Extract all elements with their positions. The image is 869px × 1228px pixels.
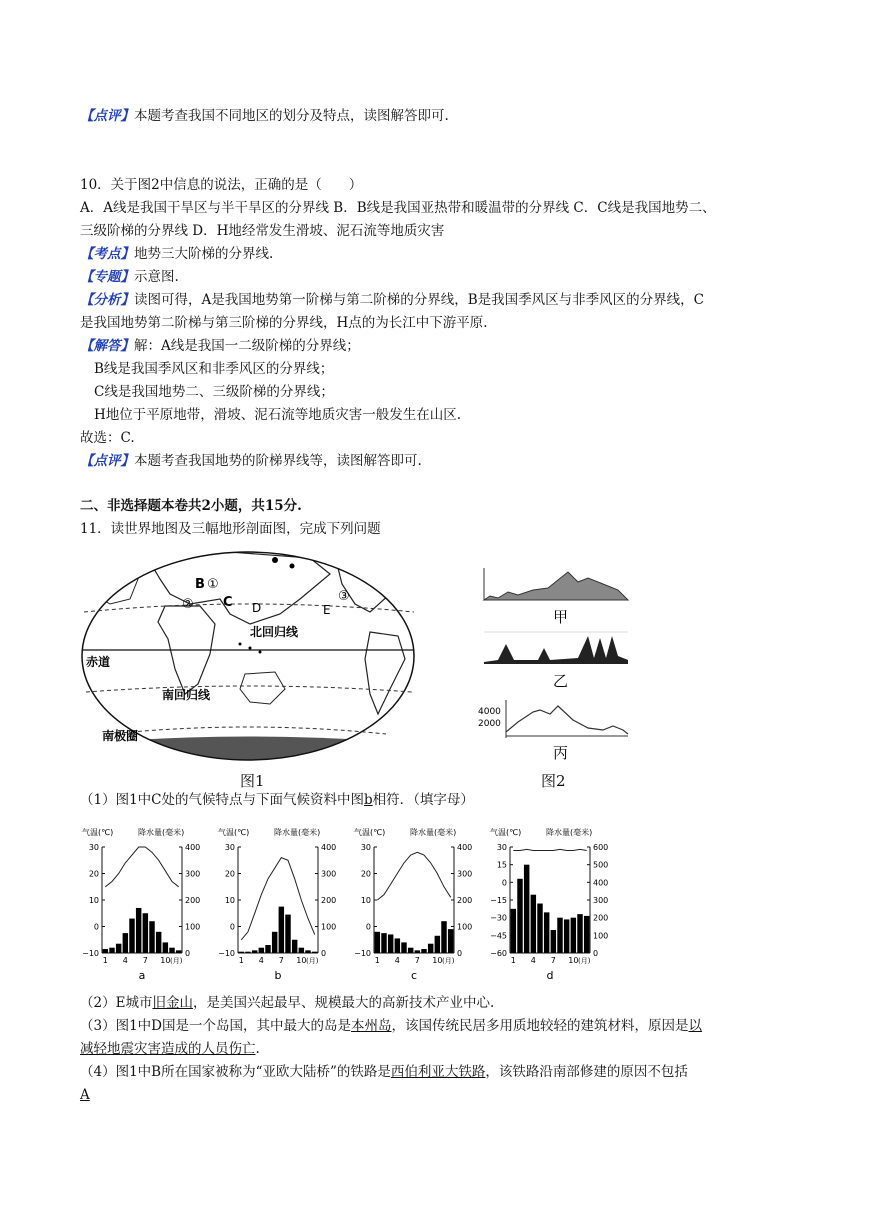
month-tick-label: 4 (258, 956, 264, 965)
q11-part4-answer-2: A (80, 1087, 90, 1103)
rain-tick-label: 500 (593, 860, 609, 870)
chart-letter: b (274, 969, 282, 982)
month-unit-label: (月) (578, 957, 591, 965)
svg-text:丙: 丙 (553, 744, 569, 762)
temp-tick-label: 20 (360, 869, 371, 879)
month-tick-label: 1 (238, 956, 244, 965)
rain-tick-label: 400 (457, 843, 473, 852)
temp-tick-label: 10 (224, 896, 235, 905)
temp-tick-label: −10 (82, 949, 99, 958)
month-tick-label: 1 (374, 956, 380, 965)
q11-part3-answer-2b: 减轻地震灾害造成的人员伤亡 (80, 1041, 256, 1057)
temp-axis-label: 气温(℃) (354, 828, 386, 837)
rain-tick-label: 200 (185, 896, 201, 905)
rain-axis-label: 降水量(毫米) (410, 828, 457, 837)
rain-bar (511, 909, 516, 953)
rain-tick-label: 200 (457, 896, 473, 905)
profile-yi (484, 636, 628, 664)
q10-jieda-3: C线是我国地势二、三级阶梯的分界线； (94, 384, 334, 400)
rain-bar (448, 929, 453, 953)
rain-bar (544, 912, 549, 953)
rain-bar (156, 932, 161, 953)
figure-1-caption: 图1 (240, 772, 265, 790)
q11-part1-answer: b (364, 792, 373, 808)
rain-bar (312, 952, 317, 953)
figure-2-caption: 图2 (541, 772, 566, 790)
q10-kaodian: 【考点】地势三大阶梯的分界线. (80, 246, 274, 262)
month-unit-label: (月) (170, 957, 183, 965)
month-unit-label: (月) (442, 957, 455, 965)
rain-bar (435, 936, 440, 953)
rain-bar (577, 914, 582, 953)
month-tick-label: 10 (160, 956, 171, 965)
q11-part4-2 (80, 1085, 90, 1105)
profile-jia (484, 572, 628, 600)
chart-letter: a (138, 969, 146, 982)
rain-bar (265, 945, 270, 953)
temp-tick-label: 20 (88, 869, 99, 879)
rain-bar (517, 879, 522, 953)
profile-bing (506, 706, 628, 734)
rain-bar (259, 948, 264, 953)
svg-text:南回归线: 南回归线 (162, 688, 211, 702)
rain-axis-label: 降水量(毫米) (138, 828, 185, 837)
rain-bar (245, 952, 250, 953)
rain-bar (428, 944, 433, 953)
q10-options-2: 三级阶梯的分界线 D．H地经常发生滑坡、泥石流等地质灾害 (80, 223, 445, 239)
rain-bar (279, 907, 284, 953)
rain-bar (441, 921, 446, 953)
rain-tick-label: 400 (321, 843, 337, 852)
q9-review: 【点评】本题考查我国不同地区的划分及特点，读图解答即可. (80, 108, 449, 124)
rain-bar (388, 934, 393, 953)
q11-part2-answer: 旧金山 (152, 995, 193, 1011)
rain-bar (129, 919, 134, 953)
temp-line (377, 852, 450, 900)
svg-text:2000: 2000 (478, 719, 501, 729)
rain-bar (123, 933, 128, 953)
svg-text:③: ③ (338, 589, 350, 604)
q11-part4-answer-1: 西伯利亚大铁路 (390, 1064, 486, 1080)
month-tick-label: 7 (550, 956, 556, 965)
rain-axis-label: 降水量(毫米) (546, 828, 593, 837)
rain-tick-label: 100 (593, 931, 609, 941)
q10-review: 【点评】本题考查我国地势的阶梯界线等，读图解答即可. (80, 453, 422, 469)
month-tick-label: 4 (394, 956, 400, 965)
q10-zhuanti: 【专题】示意图. (80, 269, 179, 285)
month-tick-label: 7 (414, 956, 420, 965)
q10-jieda-2: B线是我国季风区和非季风区的分界线； (94, 361, 334, 377)
q11-part1: （1）图1中C处的气候特点与下面气候资料中图b相符．（填字母） (80, 792, 474, 808)
rain-tick-label: 0 (321, 949, 327, 958)
temp-tick-label: 0 (229, 922, 235, 932)
q10-jieda-4: H地位于平原地带，滑坡、泥石流等地质灾害一般发生在山区. (94, 407, 462, 423)
temp-line (105, 847, 178, 887)
q10-options-1: A．A线是我国干旱区与半干旱区的分界线 B．B线是我国亚热带和暖温带的分界线 C．C线是我国地势二、 (80, 200, 716, 216)
rain-tick-label: 600 (593, 843, 609, 852)
q10-jieda: 【解答】解：A线是我国一二级阶梯的分界线； (80, 338, 360, 354)
rain-bar (395, 938, 400, 953)
temp-tick-label: −45 (490, 931, 507, 941)
month-tick-label: 1 (510, 956, 516, 965)
svg-text:甲: 甲 (553, 608, 569, 626)
temp-tick-label: 30 (88, 843, 99, 852)
rain-bar (299, 948, 304, 953)
chart-letter: d (546, 969, 554, 982)
q11-part2: （2）E城市旧金山，是美国兴起最早、规模最大的高新技术产业中心. (80, 995, 495, 1011)
rain-bar (305, 950, 310, 953)
svg-text:北回归线: 北回归线 (250, 625, 299, 639)
temp-tick-label: −10 (218, 949, 235, 958)
rain-bar (252, 950, 257, 953)
svg-text:B: B (195, 577, 205, 592)
temp-tick-label: 30 (360, 843, 371, 852)
temp-line (513, 849, 586, 850)
temp-tick-label: −30 (490, 913, 507, 923)
rain-tick-label: 0 (185, 949, 191, 958)
rain-bar (531, 895, 536, 953)
rain-bar (524, 865, 529, 953)
temp-tick-label: 10 (360, 896, 371, 905)
svg-text:②: ② (182, 597, 194, 612)
rain-bar (557, 918, 562, 953)
rain-bar (537, 904, 542, 953)
q11-part3-answer-2a: 以 (688, 1018, 703, 1034)
q11-part3-2: 减轻地震灾害造成的人员伤亡. (80, 1041, 260, 1057)
svg-text:C: C (223, 595, 233, 610)
rain-bar (584, 916, 589, 953)
svg-text:乙: 乙 (553, 672, 569, 690)
rain-bar (176, 950, 181, 953)
rain-tick-label: 0 (593, 949, 599, 958)
rain-bar (415, 950, 420, 953)
rain-bar (571, 918, 576, 953)
q11-part3-answer-1: 本州岛 (351, 1018, 392, 1034)
svg-text:南极圈: 南极圈 (102, 729, 139, 743)
temp-tick-label: 30 (496, 843, 507, 852)
temp-tick-label: 0 (365, 922, 371, 932)
rain-tick-label: 400 (593, 878, 609, 888)
rain-bar (381, 933, 386, 953)
temp-axis-label: 气温(℃) (218, 828, 250, 837)
rain-bar (116, 944, 121, 953)
rain-bar (375, 932, 380, 953)
rain-tick-label: 100 (321, 922, 337, 932)
rain-tick-label: 300 (185, 869, 201, 879)
month-tick-label: 4 (530, 956, 536, 965)
temp-tick-label: 30 (224, 843, 235, 852)
rain-tick-label: 200 (593, 913, 609, 923)
month-tick-label: 1 (102, 956, 108, 965)
rain-bar (401, 942, 406, 953)
month-tick-label: 10 (432, 956, 443, 965)
rain-bar (239, 952, 244, 953)
q10-fenxi: 【分析】读图可得，A是我国地势第一阶梯与第二阶梯的分界线，B是我国季风区与非季风区的分界线，C (80, 292, 704, 308)
rain-bar (136, 908, 141, 953)
svg-text:赤道: 赤道 (86, 655, 111, 669)
temp-tick-label: −15 (490, 896, 507, 905)
rain-bar (292, 940, 297, 953)
temp-line (241, 858, 314, 940)
month-tick-label: 4 (122, 956, 128, 965)
continent-americas-north (80, 556, 140, 604)
q10-choice: 故选：C. (80, 430, 135, 446)
rain-bar (272, 932, 277, 953)
rain-axis-label: 降水量(毫米) (274, 828, 321, 837)
svg-text:E: E (323, 603, 331, 617)
rain-bar (408, 948, 413, 953)
rain-tick-label: 400 (185, 843, 201, 852)
rain-bar (149, 921, 154, 953)
climate-charts (80, 825, 625, 985)
terrain-profiles-figure (478, 560, 638, 770)
temp-tick-label: −10 (354, 949, 371, 958)
rain-bar (285, 915, 290, 953)
svg-text:D: D (252, 601, 262, 615)
temp-tick-label: 10 (88, 896, 99, 905)
q11-stem: 11．读世界地图及三幅地形剖面图，完成下列问题 (80, 521, 381, 537)
svg-text:①: ① (207, 577, 219, 592)
rain-bar (169, 948, 174, 953)
rain-bar (564, 919, 569, 953)
month-tick-label: 10 (296, 956, 307, 965)
q11-part3: （3）图1中D国是一个岛国，其中最大的岛是本州岛，该国传统民居多用质地较轻的建筑材料，原因是以 (80, 1018, 703, 1034)
rain-bar (103, 949, 108, 953)
temp-tick-label: 0 (93, 922, 99, 932)
q11-part4: （4）图1中B所在国家被称为“亚欧大陆桥”的铁路是西伯利亚大铁路，该铁路沿南部修建的原因不包括 (80, 1064, 688, 1080)
temp-axis-label: 气温(℃) (82, 828, 114, 837)
temp-tick-label: 15 (496, 860, 507, 870)
rain-bar (163, 942, 168, 953)
rain-tick-label: 200 (321, 896, 337, 905)
rain-bar (421, 949, 426, 953)
q10-stem: 10．关于图2中信息的说法，正确的是（ ） (80, 177, 363, 193)
rain-tick-label: 100 (457, 922, 473, 932)
temp-tick-label: 20 (224, 869, 235, 879)
world-map-figure (80, 544, 420, 772)
rain-tick-label: 300 (321, 869, 337, 879)
svg-text:4000: 4000 (478, 707, 501, 717)
rain-bar (143, 913, 148, 953)
rain-tick-label: 300 (457, 869, 473, 879)
rain-bar (551, 930, 556, 953)
month-tick-label: 10 (568, 956, 579, 965)
q10-fenxi-2: 是我国地势第二阶梯与第三阶梯的分界线，H点的为长江中下游平原. (80, 315, 488, 331)
rain-bar (109, 948, 114, 953)
section-2-title: 二、非选择题本卷共2小题，共15分. (80, 498, 302, 514)
rain-tick-label: 300 (593, 896, 609, 905)
chart-letter: c (410, 969, 418, 982)
temp-tick-label: −60 (490, 949, 507, 958)
rain-tick-label: 0 (457, 949, 463, 958)
temp-axis-label: 气温(℃) (490, 828, 522, 837)
rain-tick-label: 100 (185, 922, 201, 932)
month-tick-label: 7 (278, 956, 284, 965)
temp-tick-label: 0 (501, 878, 507, 888)
month-unit-label: (月) (306, 957, 319, 965)
month-tick-label: 7 (142, 956, 148, 965)
